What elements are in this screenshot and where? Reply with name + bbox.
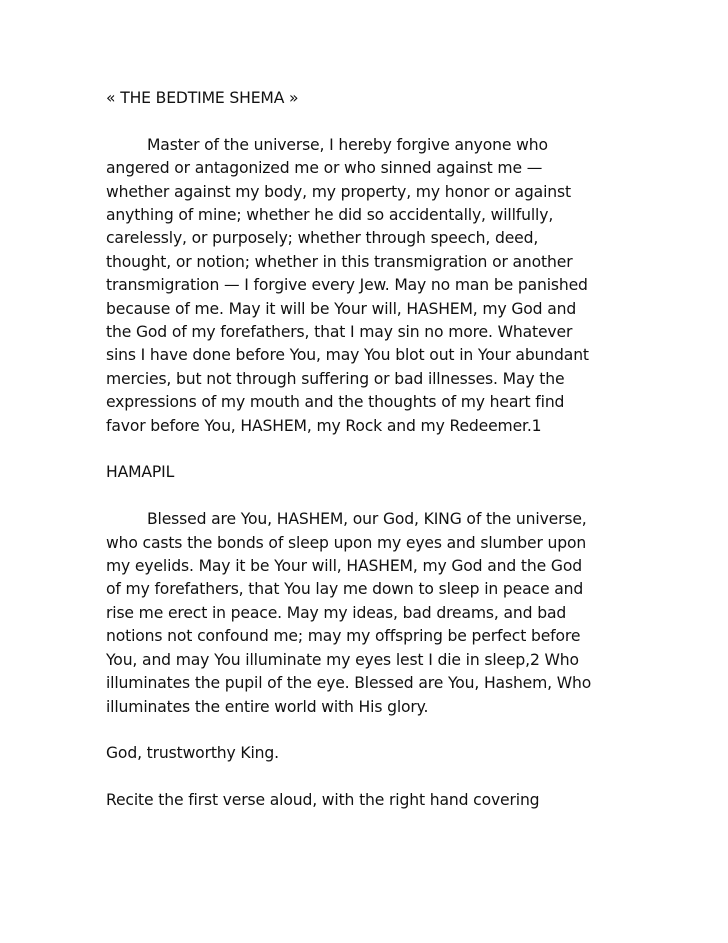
blank-line	[106, 438, 596, 461]
blank-line	[106, 485, 596, 508]
forgiveness-paragraph: Master of the universe, I hereby forgive anyone who angered or antagonized me or who sinned against me — whether against my body, my property, my honor or against anything of mine; whether he did so accidentally, willfully, carelessly, or purposely; whether through speech, deed, thought, or notion; whether in this transmigration or another transmigration — I forgive every Jew. May no man be panished because of me. May it will be Your will, HASHEM, my God and the God of my forefathers, that I may sin no more. Whatever sins I have done before You, may You blot out in Your abundant mercies, but not through suffering or bad illnesses. May the expressions of my mouth and the thoughts of my heart find favor before You, HASHEM, my Rock and my Redeemer.1	[106, 135, 589, 435]
trustworthy-king-line: God, trustworthy King.	[106, 744, 279, 763]
instruction-line: Recite the first verse aloud, with the right hand covering	[106, 791, 540, 810]
blank-line	[106, 110, 596, 133]
hamapil-paragraph: Blessed are You, HASHEM, our God, KING of the universe, who casts the bonds of sleep upon my eyes and slumber upon my eyelids. May it be Your will, HASHEM, my God and the God of my forefathers, that You lay me down to sleep in peace and rise me erect in peace. May my ideas, bad dreams, and bad notions not confound me; may my offspring be perfect before You, and may You illuminate my eyes lest I die in sleep,2 Who illuminates the pupil of the eye. Blessed are You, Hashem, Who illuminates the entire world with His glory.	[106, 510, 592, 716]
blank-line	[106, 719, 596, 742]
document-body	[106, 87, 596, 813]
section-heading-hamapil: HAMAPIL	[106, 463, 175, 482]
blank-line	[106, 766, 596, 789]
document-title: « THE BEDTIME SHEMA »	[106, 89, 299, 107]
